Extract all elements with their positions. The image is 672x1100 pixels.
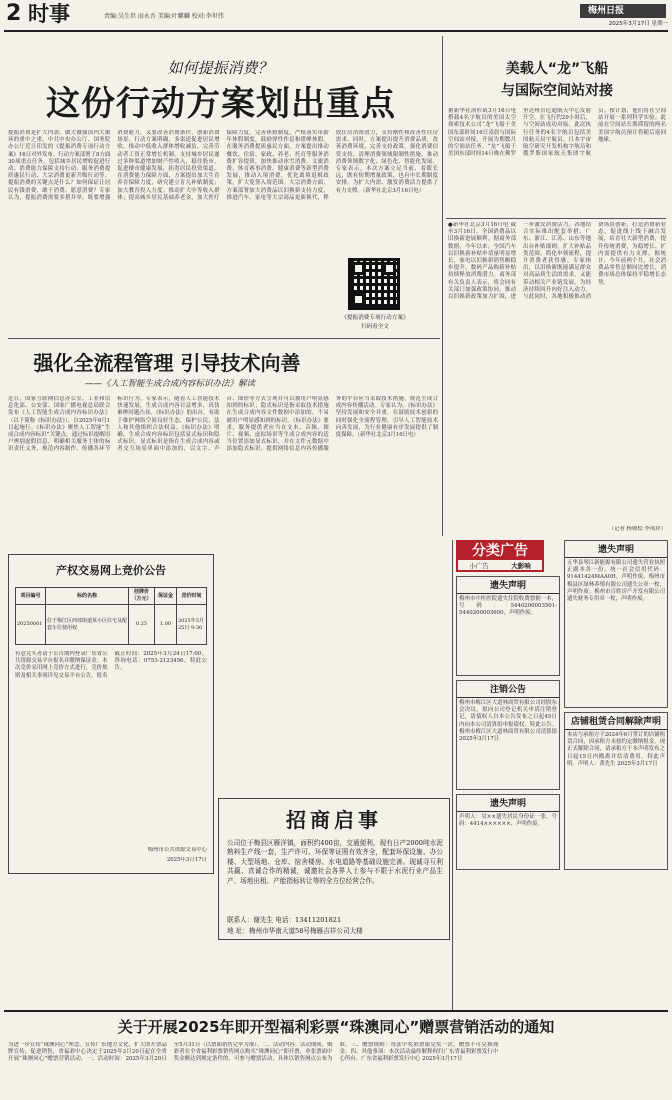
- auction-cell: 位于梅江区西郊街道某小区住宅及配套车位使用权: [46, 605, 129, 645]
- story4-headline: 强化全流程管理 引导技术向善: [33, 351, 301, 375]
- qr-finder-2: [383, 262, 396, 275]
- newspaper-logo: 梅州日报: [588, 6, 625, 16]
- auction-col-1: 项目编号: [16, 588, 46, 605]
- notice-4-body: 五华县琴江新能源有限公司遗失营业执照正副本各一份，统一社会信用代码：91441424MAA0H，声明作废。梅州市梅县区绿林养殖有限公司遗失公章一枚，声明作废。梅州市百姓房产开发有限公司遗失财务专用章一枚，声明作废。: [567, 560, 665, 603]
- header-band: [580, 4, 666, 18]
- notice-5-title: 店铺租赁合同解除声明: [565, 713, 667, 730]
- editor-line: 责编:吴生世 而永吾 美编:叶麒麟 校对:李世伟: [104, 13, 224, 20]
- classified-notice-5: [564, 712, 668, 870]
- auction-cell: 20250001: [16, 605, 46, 645]
- auction-notice: [8, 554, 214, 874]
- classified-notice-2: [456, 680, 560, 790]
- notice-5-body: 本店与承租方于2024年6月签订的店铺租赁合同，因承租方未按约定缴纳租金，现正式解除合同，请承租方于本声明发布之日起15日内搬离并结清费用。特此声明。声明人：黄先生 2025年3月17日: [567, 732, 666, 767]
- recruit-contact: 联系人：谢先生 电话：13411201821: [227, 916, 342, 924]
- story1-body-continued: [8, 250, 328, 310]
- recruit-body: 公司位于梅县区雁洋镇，面积约400亩，交通便利，现有日产2000吨水泥熟料生产线一套，生产许可、环保等证照有效齐全，配套环保设施、办公楼、大型场地、仓库、宿舍楼房、水电道路等基础设施完善。现诚寻互利共赢、真诚合作的精诚，诚邀社会各界人士参与不限于水泥行业产品生产、场地出租、产能指标转让等的全方位经营合作。: [227, 839, 443, 885]
- auction-col-2: 标的名称: [46, 588, 129, 605]
- classified-notice-4: [564, 540, 668, 708]
- story1-kicker: 如何提振消费？: [167, 59, 273, 77]
- notice-2-title: 注销公告: [457, 681, 559, 698]
- qr-caption-bottom: 扫码看全文: [361, 324, 389, 330]
- qr-code: [348, 258, 400, 310]
- section-title: 时事: [28, 2, 70, 26]
- auction-table: [15, 587, 207, 645]
- auction-body: 有意竞买者请于公告期内登录广东省公共资源交易平台报名并缴纳保证金。本次竞价采用网上竞价方式进行，竞价规则及相关事项详见交易平台公告。报名截止时间：2025年3月24日17:00。咨询电话：0753-2123456。特此公告。: [15, 651, 207, 679]
- story4-body-continued: [218, 560, 448, 790]
- classifieds-tagline-2: 大影响: [511, 562, 531, 570]
- notice-1-body: 梅州市中医医院遗失住院收费票据一本，号码：5440200003501-5440200003600，声明作废。: [459, 596, 557, 617]
- column-divider-classified: [452, 540, 453, 1010]
- recruit-notice: [218, 798, 450, 940]
- auction-signature: 梅州市公共资源交易中心: [147, 847, 207, 853]
- notice-1-title: 遗失声明: [457, 577, 559, 594]
- notice-2-body: 梅州市梅江区大道林商贸有限公司经股东会决议，拟向公司登记机关申请注销登记，请债权人自本公告发布之日起45日内向本公司清算组申报债权。特此公告。梅州市梅江区大道林商贸有限公司清算组 2025年3月17日: [459, 700, 557, 743]
- bottom-body: 为进一步宣传“珠澳同心”理念，宣传广东地方文化，扩大即开票品牌宣传，促进销售，省福彩中心决定于2025年3月20日起在全省开展“珠澳同心”赠票营销活动。一、活动时间：2025年3月20日至5月31日（以票面销售完毕为准）。二、活动内容：活动期间，购彩者在全省福利彩票销售网点购买“珠澳同心”即开票，单张票面中奖金额达到规定条件的，可参与赠票活动，具体以销售网点公布为准。三、赠票规则：每张中奖彩票限兑奖一次，赠票不可兑换现金。四、其他事项：本次活动最终解释权归广东省福利彩票发行中心所有。广东省福利彩票发行中心 2025年3月17日: [8, 1042, 499, 1063]
- story3-byline: （记者 杨敬松 李凤祥）: [608, 526, 666, 532]
- classifieds-title: 分类广告: [458, 542, 542, 560]
- issue-date: 2025年3月17日 星期一: [608, 21, 668, 27]
- auction-cell: 2025年3月25日 9:30: [177, 605, 207, 645]
- classified-notice-1: [456, 576, 560, 676]
- column-divider-main: [442, 36, 443, 536]
- auction-col-5: 竞价时间: [177, 588, 207, 605]
- recruit-address: 地 址：梅州市华南大道58号梅雁吉祥公司大楼: [227, 927, 363, 935]
- auction-cell: 0.25: [129, 605, 155, 645]
- classifieds-tagline-1: 小广告: [469, 562, 489, 570]
- story3-body: ●新华社北京3月16日电 截至3月16日，全国消费品以旧换新进展顺利。据商务部数据，今年以来，全国汽车以旧换新补贴申请量明显增长，家电以旧换新销售额稳步提升，数码产品购新补贴持续释放消费潜力。商务部有关负责人表示，将会同有关部门加强政策协同，推动以旧换新政策加力扩围，进一步激发消费活力。各地结合实际推出配套举措，广东、浙江、江苏、山东等地出台补贴细则，扩大补贴品类范围，简化申领流程，提升消费者获得感。专家指出，以旧换新既能满足群众对高品质生活的需求，又能带动相关产业链发展，为经济持续回升向好注入动力。与此同时，各地积极推动消费场景创新，打造消费新业态，促进线上线下融合发展，培育壮大新型消费，提升传统消费，为稳增长、扩内需提供有力支撑。据统计，今年前两个月，社会消费品零售总额同比增长，消费市场总体保持平稳增长态势。: [448, 222, 666, 301]
- auction-col-4: 保证金: [155, 588, 177, 605]
- story2-headline-1: 美载人“龙”飞船: [505, 61, 609, 77]
- header-rule: [4, 30, 668, 32]
- auction-date: 2025年3月17日: [166, 857, 207, 863]
- page-number: 2: [6, 2, 22, 26]
- section-divider-1: [8, 338, 440, 339]
- qr-caption-top: 《提振消费专项行动方案》: [341, 315, 409, 321]
- auction-col-3: 挂牌价（万元）: [129, 588, 155, 605]
- story1-headline: 这份行动方案划出重点: [46, 84, 396, 124]
- notice-3-body: 声明人：吴××遗失居民身份证一张，号码：4414××××××，声明作废。: [459, 814, 557, 828]
- story1-body: 提振消费是扩大内需、做大做强国内大循环的重中之重。中共中央办公厅、国务院办公厅近日印发的《提振消费专项行动方案》16日对外发布。行动方案部署了8方面30项重点任务，包括城乡居民增收促进行动、消费能力保障支持行动、服务消费提质惠民行动、大宗消费更新升级行动等。提振消费的关键点是什么？如何保证让居民有钱消费、敢于消费、愿意消费？专家认为，提振消费需要多措并举，既要增强消费能力，又要改善消费条件，创新消费场景。行动方案明确，多渠道促进居民增收，推动中低收入群体增收减负，完善劳动者工资正常增长机制。支持城乡居民通过多种渠道增加财产性收入，稳住股市，促进楼市健康发展，拓宽居民投资渠道。在消费能力保障方面，方案提出加大生育养育保障力度，研究建立育儿补贴制度；加大教育投入力度；推动扩大中等收入群体；提高城乡居民基础养老金，加大医疗保障力度。完善休假制度，严格落实带薪年休假制度，鼓励弹性作息和错峰休假。在服务消费提质惠民方面，方案提出推动餐饮、住宿、家政、养老、托育等服务消费扩容提质，加快推动冰雪消费、文旅消费、体育赛事消费、健康消费等新型消费发展，推动入境消费，优化离境退税政策，扩大免签入境范围。大宗消费方面，方案部署加大消费品以旧换新支持力度，推进汽车、家电等大宗商品更新换代，释放住房消费潜力，支持刚性和改善性住房需求。同时，方案提出提升消费品质，改善消费环境，完善支持政策，强化消费信贷支持，清理消费领域限制性措施，推动消费领域数字化、绿色化、智能化发展。专家表示，本次方案立足当前、着眼长远，既有短期增量政策，也有中长期制度安排，为扩大内需、激发消费活力提供了有力支撑。（新华社北京3月16日电）: [8, 130, 438, 201]
- auction-title: 产权交易网上竞价公告: [56, 564, 166, 577]
- story2-headline-2: 与国际空间站对接: [501, 83, 613, 99]
- qr-finder-1: [352, 262, 365, 275]
- classifieds-banner: [456, 540, 544, 572]
- auction-row: [16, 605, 207, 645]
- bottom-headline: 关于开展2025年即开型福利彩票“珠澳同心”赠票营销活动的通知: [117, 1018, 555, 1036]
- notice-4-title: 遗失声明: [565, 541, 667, 558]
- notice-3-title: 遗失声明: [457, 795, 559, 812]
- auction-cell: 1.00: [155, 605, 177, 645]
- story4-body: 近日，国家互联网信息办公室、工业和信息化部、公安部、国家广播电视总局联合发布《人工智能生成合成内容标识办法》（以下简称《标识办法》），自2025年9月1日起施行。《标识办法》聚焦人工智能“生成合成内容标识”关键点，通过标识提醒用户辨别虚假信息，明确相关服务主体的标识责任义务，规范内容制作、传播各环节标识行为。专家表示，随着人工智能技术快速发展，生成合成内容日益增多，真伪难辨问题凸显。《标识办法》的出台，有助于维护网络空间良好生态，保护公民、法人和其他组织合法权益。《标识办法》明确，生成合成内容标识包括显式标识和隐式标识。显式标识是指在生成合成内容或者交互场景界面中添加的，以文字、声音、图形等方式呈现并可以被用户明显感知到的标识；隐式标识是指采取技术措施在生成合成内容文件数据中添加的，不易被用户明显感知到的标识。《标识办法》要求，服务提供者应当在文本、音频、图片、视频、虚拟场景等生成合成内容的适当位置添加显式标识，并在文件元数据中添加隐式标识。提供网络信息内容传播服务的平台应当采取技术措施，规范生成合成内容传播活动。专家认为，《标识办法》坚持发展和安全并重，在鼓励技术创新的同时强化全流程管理，引导人工智能技术向善发展，为行业健康有序发展提供了制度保障。（新华社北京3月16日电）: [8, 396, 438, 453]
- recruit-title: 招商启事: [286, 808, 382, 832]
- story2-divider: [446, 218, 666, 219]
- story4-subhead: ——《人工智能生成合成内容标识办法》解读: [84, 379, 255, 389]
- qr-finder-3: [352, 293, 365, 306]
- classified-notice-3: [456, 794, 560, 870]
- bottom-rule: [4, 1010, 668, 1012]
- story2-body: 据新华社洛杉矶3月16日电 搭载4名宇航员的美国太空探索技术公司“龙”飞船于美国东部时间16日凌晨与国际空间站对接，开展为期数月的空间站任务。“龙”飞船于美国东部时间14日晚在佛罗里达州肯尼迪航天中心发射升空。在飞行约29小时后，与空间站成功对接。此次执行任务的4名宇航员包括美国航天局宇航员、日本宇宙航空研究开发机构宇航员和俄罗斯国家航天集团宇航员。按计划，他们将在空间站开展一系列科学实验。此前在空间站长期滞留的两名美国宇航员预计将随后返回地球。: [448, 108, 666, 158]
- page-header: [0, 0, 672, 28]
